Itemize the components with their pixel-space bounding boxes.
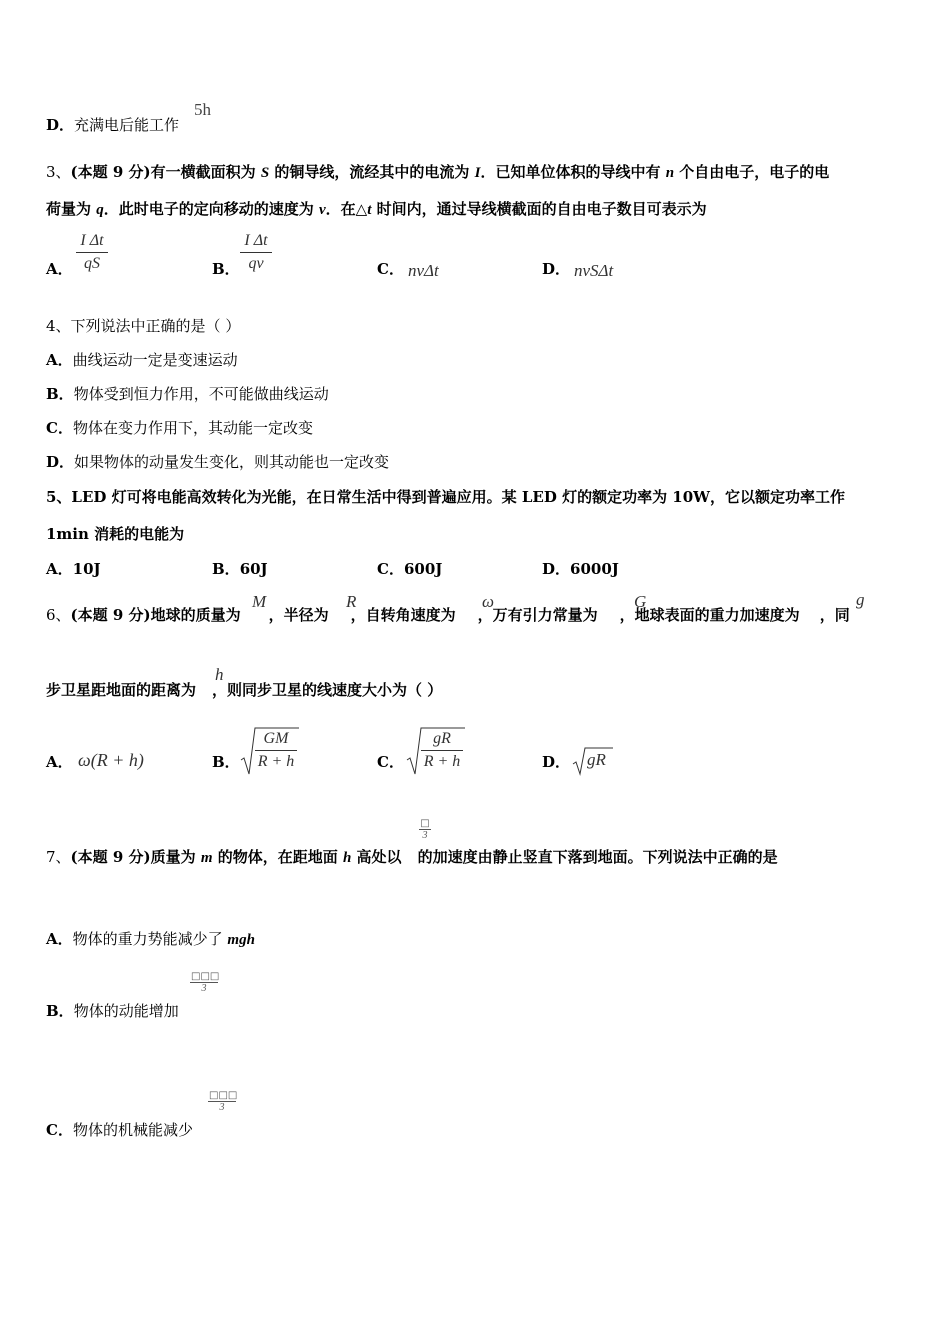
q7-option-a [46, 929, 255, 950]
q6-var-omega: ω [482, 592, 495, 611]
q3-stem-line2 [46, 199, 707, 220]
q3-text-e: 荷量为 [46, 200, 97, 218]
q2-math-5h: 5h [194, 100, 211, 119]
q3-option-b-fraction [240, 232, 272, 273]
q3-stem-line1 [46, 162, 829, 183]
q7-option-b [46, 1001, 179, 1021]
fraction-denominator: 3 [201, 983, 207, 994]
q7-var-m: m [200, 850, 213, 866]
option-label: C． [377, 560, 404, 578]
fraction-denominator: 3 [422, 830, 428, 841]
q3-var-q: q [96, 202, 104, 218]
q5-option-b [212, 559, 268, 579]
q6-option-b-fraction [255, 730, 297, 771]
q6-number: 6、 [46, 606, 71, 624]
q3-var-v: v [318, 202, 326, 218]
q7-option-c [46, 1120, 193, 1140]
q3-var-i: I [474, 165, 481, 181]
option-text: 物体在变力作用下，其动能一定改变 [72, 419, 313, 437]
q6-option-c-fraction [421, 730, 463, 771]
q3-text-b: 的铜导线，流经其中的电流为 [269, 163, 475, 181]
q7-option-b-fraction [190, 971, 218, 994]
q6-text-5: ，地球表面的重力加速度为 [619, 606, 800, 624]
option-text: 6000J [570, 560, 619, 578]
q4-stem: 4、下列说法中正确的是（ ） [46, 317, 241, 335]
q3-var-s: S [260, 165, 270, 181]
option-label: D． [542, 560, 571, 578]
q2-option-d [46, 115, 179, 135]
q4-option-c [46, 418, 313, 438]
q4-option-b [46, 384, 329, 404]
option-text: 10J [72, 560, 101, 578]
q3-text-f: ．此时电子的定向移动的速度为 [103, 200, 319, 218]
option-text: 物体的动能增加 [73, 1002, 179, 1020]
q3-var-n: n [665, 165, 675, 181]
q5-option-d [542, 559, 619, 579]
option-text: 600J [403, 560, 443, 578]
fraction-numerator: GM [255, 730, 297, 751]
q6-var-r: R [346, 592, 357, 611]
q3-option-d-label: D． [542, 260, 571, 278]
q3-option-a-fraction [76, 232, 108, 273]
q6-option-d-expr: gR [587, 750, 606, 769]
q3-text-c: ．已知单位体积的导线中有 [480, 163, 666, 181]
fraction-numerator: gR [421, 730, 463, 751]
fraction-numerator: □ [420, 818, 430, 829]
q7-text-4: 的加速度由静止竖直下落到地面。下列说法中正确的是 [417, 848, 778, 866]
fraction-denominator: R + h [423, 753, 461, 770]
q3-option-c-label: C． [377, 260, 404, 278]
q3-text-h: 时间内，通过导线横截面的自由电子数目可表示为 [371, 200, 707, 218]
q6-option-d-sqrt [572, 746, 614, 776]
q6-option-b-sqrt [240, 726, 300, 778]
option-text: 曲线运动一定是变速运动 [72, 351, 238, 369]
q4-option-d [46, 452, 389, 472]
q6-text-2: ，半径为 [268, 606, 329, 624]
option-label: C． [46, 1121, 73, 1139]
q7-stem-fraction [419, 818, 431, 841]
q6-option-c-label: C． [377, 753, 404, 771]
q3-option-b-label: B． [212, 260, 240, 278]
q6-text-4: ，万有引力常量为 [477, 606, 598, 624]
q4-option-a [46, 350, 238, 370]
q6-var-m: M [252, 592, 267, 611]
q5-option-a [46, 559, 101, 579]
q5-stem-line2: 1min 消耗的电能为 [46, 525, 185, 543]
fraction-denominator: qv [248, 255, 264, 272]
q7-stem [46, 847, 778, 868]
option-label: A． [46, 560, 73, 578]
q3-option-a-label: A． [46, 260, 73, 278]
fraction-numerator: □□□ [191, 971, 220, 982]
q6-option-a-label: A． [46, 753, 73, 771]
q3-var-t: t [367, 202, 372, 218]
fraction-numerator: I Δt [76, 232, 108, 253]
q6-var-g: g [856, 590, 865, 609]
option-label: A． [46, 930, 73, 948]
option-text: 充满电后能工作 [74, 116, 180, 134]
q3-option-d-expr: nvSΔt [574, 261, 614, 280]
q7-number: 7、 [46, 848, 71, 866]
option-label: B． [212, 560, 240, 578]
q6-option-d-label: D． [542, 753, 571, 771]
option-label: D． [46, 453, 75, 471]
q5-stem-line1: 5、LED 灯可将电能高效转化为光能，在日常生活中得到普遍应用。某 LED 灯的额定功率为 10W，它以额定功率工作 [46, 488, 846, 506]
q6-option-b-label: B． [212, 753, 240, 771]
q3-text-d: 个自由电子，电子的电 [674, 163, 830, 181]
option-label: B． [46, 1002, 74, 1020]
q7-text-1: (本题 9 分)质量为 [70, 848, 201, 866]
fraction-denominator: 3 [219, 1102, 225, 1113]
q5-option-c [377, 559, 442, 579]
q6-text-3: ，自转角速度为 [350, 606, 456, 624]
q6-text-8: ，则同步卫星的线速度大小为（ ） [212, 681, 443, 699]
option-text: 物体受到恒力作用，不可能做曲线运动 [73, 385, 329, 403]
option-label: A． [46, 351, 73, 369]
q6-text-7: 步卫星距地面的距离为 [46, 681, 197, 699]
q6-option-c-sqrt [406, 726, 466, 778]
q6-var-h: h [215, 665, 224, 684]
q3-text-g: ．在△ [325, 200, 368, 218]
q6-text-6: ，同 [819, 606, 850, 624]
option-expr: mgh [227, 932, 255, 948]
option-text: 60J [239, 560, 268, 578]
q7-option-c-fraction [208, 1090, 236, 1113]
q6-option-a-expr: ω(R + h) [78, 750, 144, 770]
option-text: 物体的重力势能减少了 [72, 930, 228, 948]
q7-text-2: 的物体，在距地面 [212, 848, 343, 866]
option-label: D． [46, 116, 75, 134]
fraction-denominator: R + h [257, 753, 295, 770]
q6-stem-line1 [46, 605, 850, 625]
option-text: 如果物体的动量发生变化，则其动能也一定改变 [74, 453, 390, 471]
fraction-denominator: qS [84, 255, 100, 272]
q6-stem-line2 [46, 680, 442, 700]
option-label: B． [46, 385, 74, 403]
q7-text-3: 高处以 [351, 848, 402, 866]
fraction-numerator: □□□ [209, 1090, 238, 1101]
q3-option-c-expr: nvΔt [408, 261, 439, 280]
q6-text-1: (本题 9 分)地球的质量为 [70, 606, 241, 624]
q3-text-a: (本题 9 分)有一横截面积为 [70, 163, 261, 181]
fraction-numerator: I Δt [240, 232, 272, 253]
q6-var-g-const: G [634, 592, 647, 611]
option-label: C． [46, 419, 73, 437]
option-text: 物体的机械能减少 [72, 1121, 193, 1139]
q3-number: 3、 [46, 163, 71, 181]
q7-var-h: h [342, 850, 352, 866]
